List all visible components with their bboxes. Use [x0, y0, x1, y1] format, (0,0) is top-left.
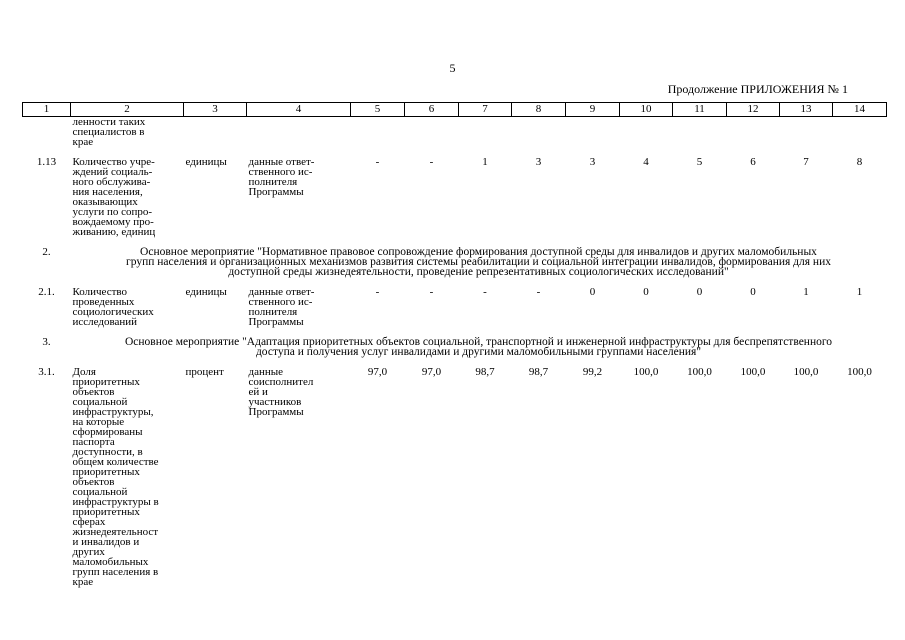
- text-line: вождаемому про-: [72, 216, 154, 228]
- value-cell: 0: [696, 286, 703, 298]
- indicator-cell: [71, 157, 184, 237]
- value-cell: 97,0: [367, 366, 388, 378]
- value-cell: 100,0: [687, 366, 712, 378]
- value-cell: 1: [482, 156, 488, 168]
- value-cell: -: [429, 156, 434, 168]
- value-cell: 3: [589, 156, 596, 168]
- header-cell: 12: [727, 103, 780, 117]
- value-cell: 0: [589, 286, 596, 298]
- text-line: сформированы: [72, 426, 143, 438]
- value-cell: 97,0: [421, 366, 442, 378]
- value-cell: -: [429, 286, 434, 298]
- section-row-3: [23, 337, 887, 357]
- value-cell: 0: [750, 286, 756, 298]
- text-line: Основное мероприятие "Нормативное правовое сопровождение формирования доступной среды для инвалидов и других маломобильных: [140, 246, 817, 258]
- value-cell: 100,0: [740, 366, 766, 378]
- text-line: других: [72, 546, 105, 558]
- value-cell: 99,2: [582, 366, 603, 378]
- text-line: полнителя: [248, 306, 298, 318]
- source-cell: [247, 287, 351, 327]
- value-cell: -: [536, 286, 541, 298]
- value-cell: 8: [856, 156, 863, 168]
- unit-cell: процент: [185, 366, 224, 378]
- header-cell: 2: [71, 103, 184, 117]
- header-cell: 13: [780, 103, 833, 117]
- text-line: данные: [248, 366, 284, 378]
- text-line: паспорта: [72, 436, 115, 448]
- value-cell: 100,0: [793, 366, 819, 378]
- row-number: 3.1.: [38, 366, 55, 378]
- row-number: 2.1.: [38, 286, 55, 298]
- indicator-cell: [71, 287, 184, 327]
- header-cell: 10: [620, 103, 673, 117]
- text-line: живанию, единиц: [72, 226, 156, 238]
- text-line: Основное мероприятие "Адаптация приоритетных объектов социальной, транспортной и инженерной инфраструктуры для беспрепятственного: [124, 336, 833, 348]
- text-line: социальной: [72, 396, 128, 408]
- text-line: крае: [72, 576, 94, 588]
- header-cell: 3: [184, 103, 247, 117]
- text-line: специалистов в: [72, 126, 145, 138]
- text-line: приоритетных: [72, 506, 140, 518]
- table-row-2-1: [23, 287, 887, 327]
- text-line: маломобильных: [72, 556, 149, 568]
- text-line: крае: [72, 136, 94, 148]
- section-number: 2.: [42, 246, 51, 258]
- text-line: объектов: [72, 386, 115, 398]
- header-cell: 5: [351, 103, 405, 117]
- text-line: приоритетных: [72, 376, 140, 388]
- text-line: групп населения и организационных механизмов развития системы реабилитации и социальной интеграции инвалидов, формирования для них: [126, 256, 831, 268]
- header-cell: 14: [833, 103, 887, 117]
- value-cell: -: [483, 286, 487, 298]
- value-cell: -: [375, 156, 380, 168]
- text-line: ного обслужива-: [72, 176, 151, 188]
- text-line: доступа и получения услуг инвалидами и другими маломобильными группами населения": [255, 346, 702, 358]
- text-line: полнителя: [248, 176, 298, 188]
- text-line: исследований: [72, 316, 138, 328]
- header-cell: 6: [405, 103, 459, 117]
- text-line: социальной: [72, 486, 128, 498]
- text-line: участников: [248, 396, 302, 408]
- text-line: социологических: [72, 306, 154, 318]
- value-cell: 5: [696, 156, 703, 168]
- text-line: инфраструктуры,: [72, 406, 154, 418]
- text-line: ждений социаль-: [72, 166, 153, 178]
- value-cell: 7: [803, 156, 809, 168]
- text-line: на которые: [72, 416, 125, 428]
- value-cell: 6: [750, 156, 756, 168]
- text-line: Доля: [72, 366, 96, 378]
- header-cell: 11: [673, 103, 727, 117]
- value-cell: 3: [535, 156, 542, 168]
- value-cell: 100,0: [847, 366, 872, 378]
- indicators-table: [22, 102, 887, 587]
- text-line: объектов: [72, 476, 115, 488]
- table-row-carryover: [23, 117, 887, 148]
- appendix-continuation-label: Продолжение ПРИЛОЖЕНИЯ № 1: [667, 82, 848, 96]
- text-line: ния населения,: [72, 186, 143, 198]
- text-line: приоритетных: [72, 466, 140, 478]
- value-cell: -: [375, 286, 380, 298]
- text-line: инфраструктуры в: [72, 496, 159, 508]
- header-cell: 8: [512, 103, 566, 117]
- value-cell: 1: [856, 286, 863, 298]
- value-cell: 4: [643, 156, 649, 168]
- text-line: доступности, в: [72, 446, 143, 458]
- text-line: оказывающих: [72, 196, 138, 208]
- header-cell: 1: [23, 103, 71, 117]
- text-line: Программы: [248, 316, 304, 328]
- text-line: групп населения в: [72, 566, 159, 578]
- section-title: [71, 337, 887, 357]
- page-number: 5: [449, 61, 456, 75]
- indicator-cell: [71, 367, 184, 587]
- value-cell: 0: [643, 286, 649, 298]
- text-line: Программы: [248, 186, 304, 198]
- text-line: общем количестве: [72, 456, 159, 468]
- text-line: услуги по сопро-: [72, 206, 153, 218]
- value-cell: 1: [803, 286, 809, 298]
- header-cell: 7: [459, 103, 512, 117]
- section-row-2: [23, 247, 887, 277]
- section-number: 3.: [42, 336, 51, 348]
- text-line: Программы: [248, 406, 304, 418]
- text-line: ей и: [248, 386, 268, 398]
- header-cell: 9: [566, 103, 620, 117]
- text-line: данные ответ-: [248, 156, 315, 168]
- row-number: 1.13: [36, 156, 57, 168]
- text-line: ленности таких: [72, 116, 146, 128]
- unit-cell: единицы: [185, 286, 227, 298]
- table-row-3-1: [23, 367, 887, 587]
- table-row-1-13: [23, 157, 887, 237]
- source-cell: [247, 157, 351, 237]
- text-line: доступной среды жизнедеятельности, проведение репрезентативных социологических исследований": [228, 266, 729, 278]
- unit-cell: единицы: [185, 156, 227, 168]
- text-line: и инвалидов и: [72, 536, 140, 548]
- value-cell: 100,0: [633, 366, 659, 378]
- table-header-row: [23, 103, 887, 117]
- text-line: соисполнител: [248, 376, 314, 388]
- text-line: проведенных: [72, 296, 135, 308]
- text-line: жизнедеятельност: [72, 526, 159, 538]
- value-cell: 98,7: [475, 366, 495, 378]
- text-line: ственного ис-: [248, 166, 313, 178]
- text-line: Количество учре-: [72, 156, 155, 168]
- section-title: [71, 247, 887, 277]
- text-line: Количество: [72, 286, 128, 298]
- source-cell: [247, 367, 351, 587]
- header-cell: 4: [247, 103, 351, 117]
- text-line: ственного ис-: [248, 296, 313, 308]
- value-cell: 98,7: [528, 366, 549, 378]
- indicator-cell: [71, 117, 184, 148]
- text-line: данные ответ-: [248, 286, 315, 298]
- text-line: сферах: [72, 516, 106, 528]
